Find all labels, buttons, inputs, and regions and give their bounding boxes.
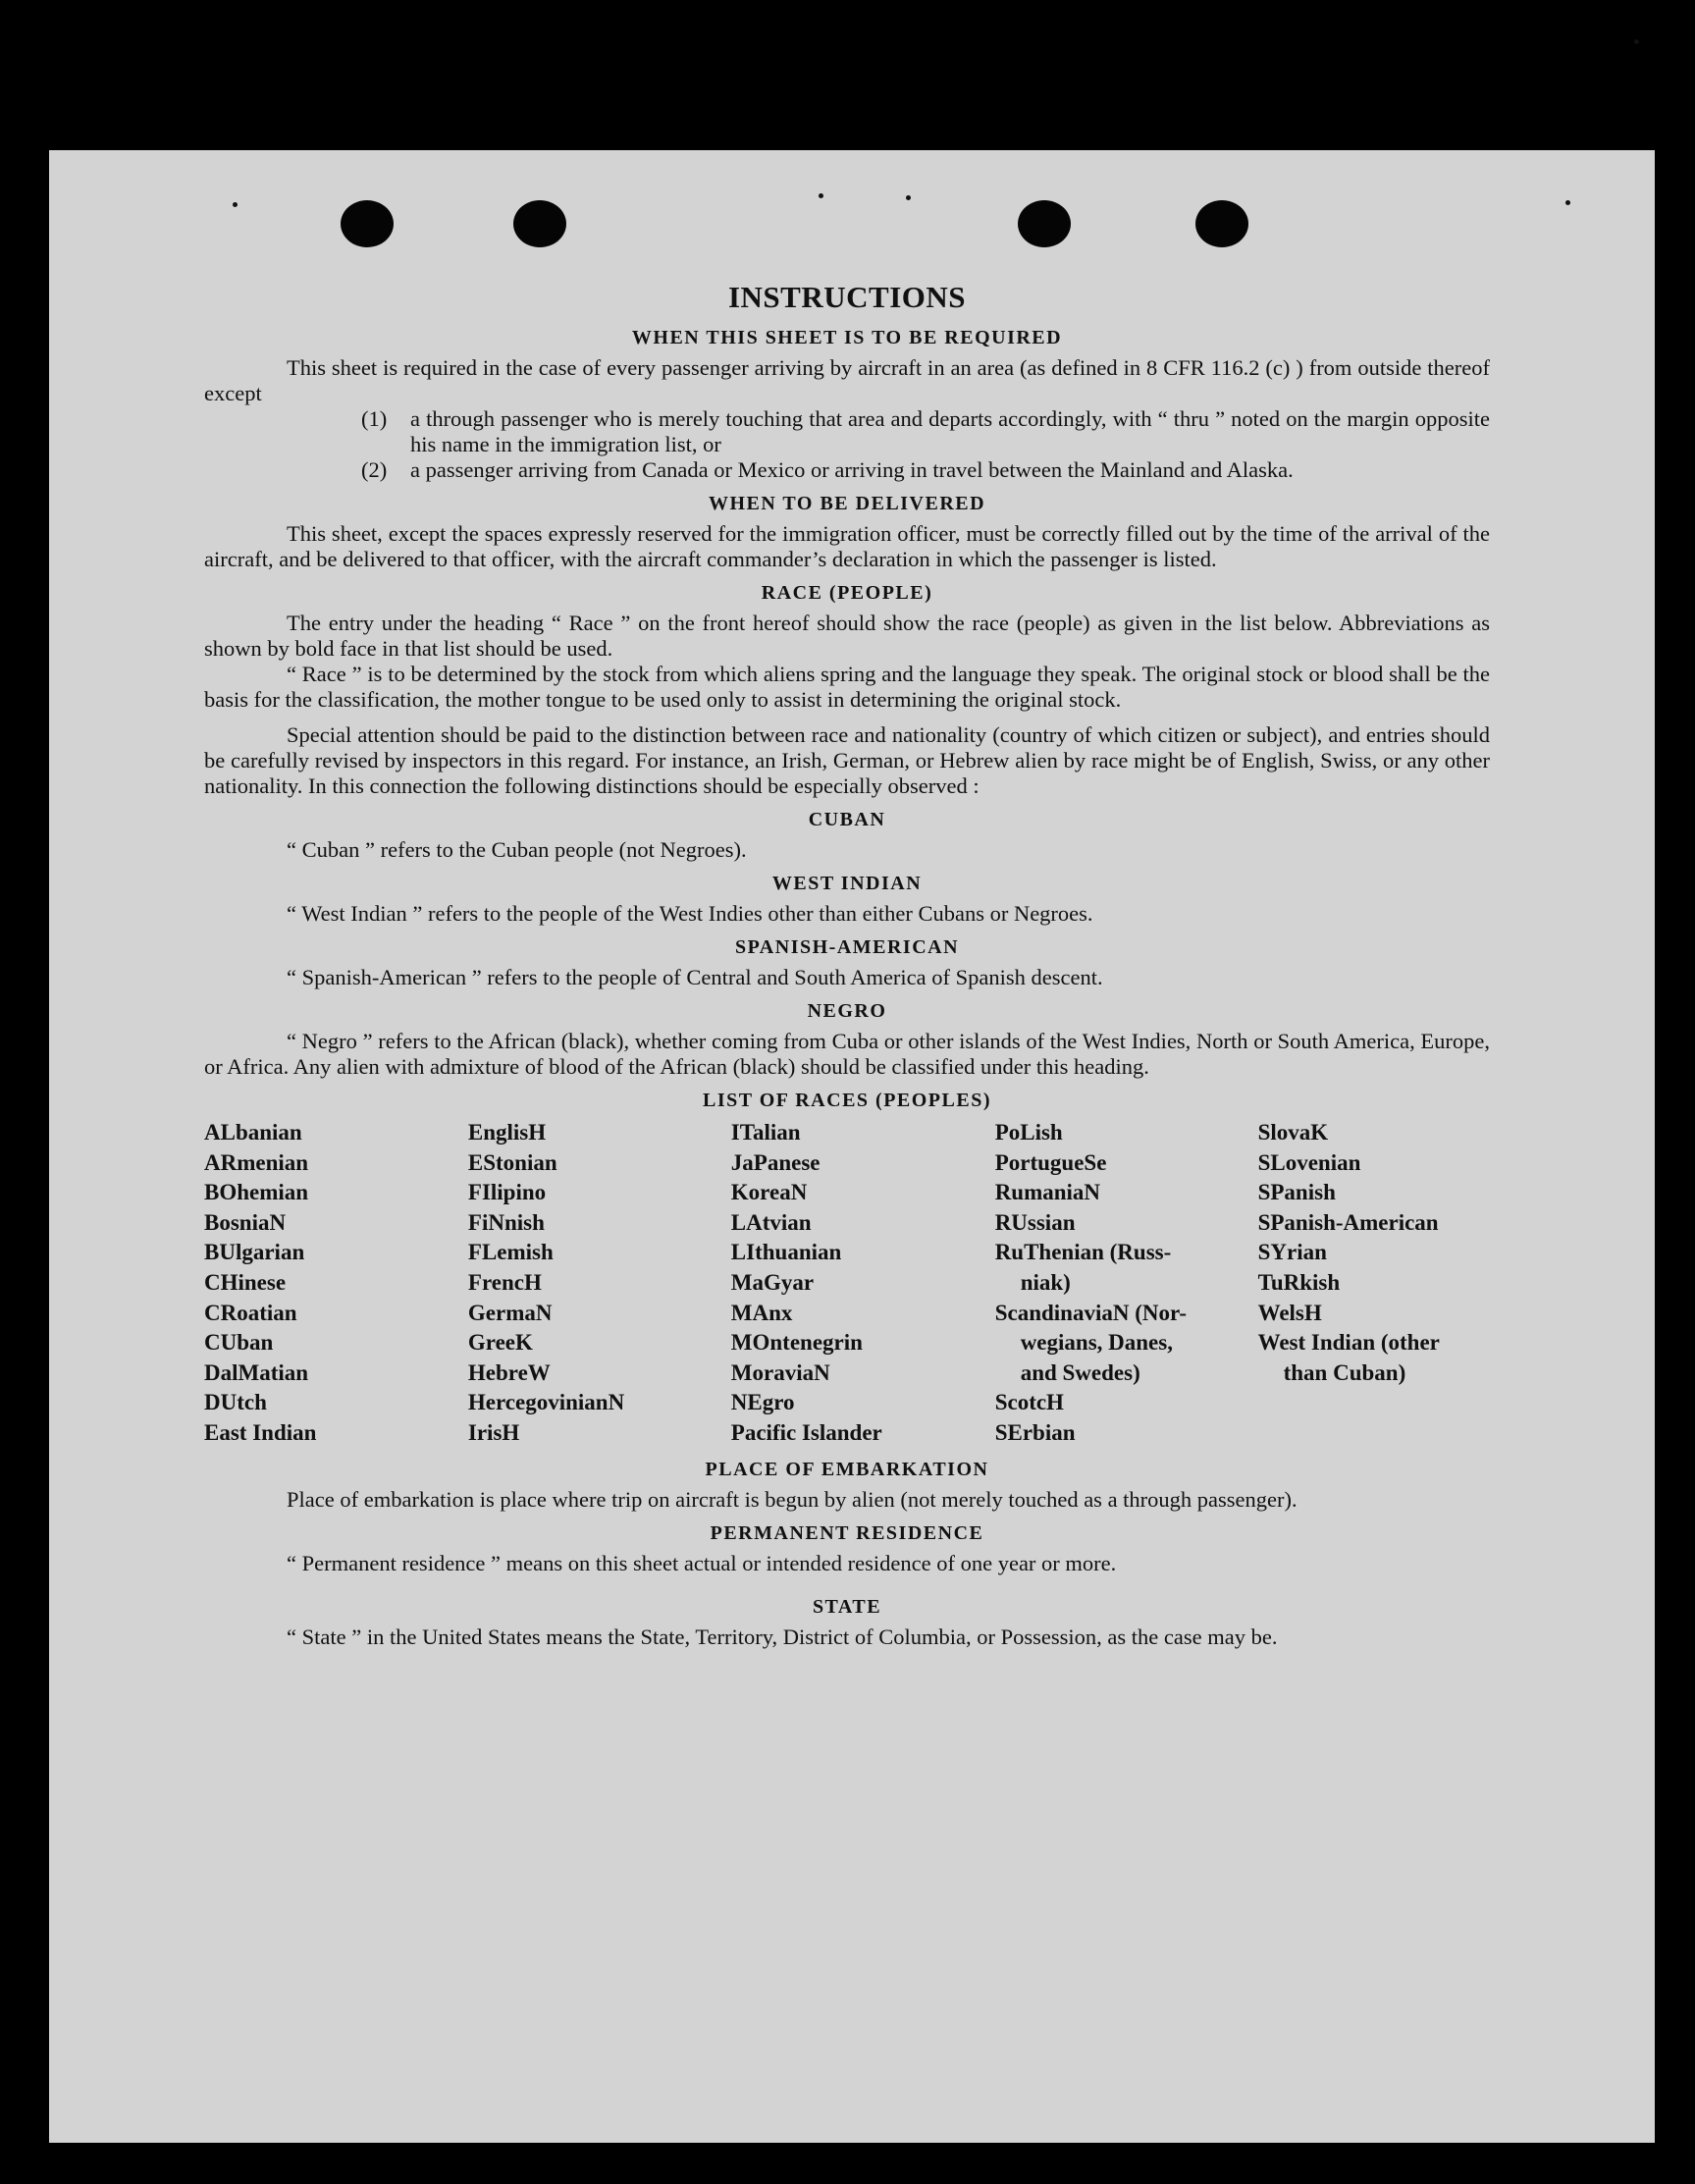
section-state <box>204 1596 1490 1650</box>
race-entry: MOntenegrin <box>730 1330 863 1356</box>
section-list-of-races <box>204 1090 1490 1449</box>
race-entry: EStonian <box>467 1149 557 1175</box>
race-entry: CRoatian <box>204 1300 297 1325</box>
race-entry: and Swedes) <box>1020 1359 1140 1385</box>
race-entry: PoLish <box>994 1120 1063 1145</box>
item-text: a passenger arriving from Canada or Mexico or arriving in travel between the Mainland and Alaska. <box>410 457 1294 482</box>
race-entry: wegians, Danes, <box>1020 1330 1173 1356</box>
punch-hole <box>513 200 566 247</box>
race-entry: BOhemian <box>204 1180 309 1205</box>
race-entry: MoraviaN <box>730 1359 830 1385</box>
race-entry: IrisH <box>467 1419 520 1445</box>
race-entry: SPanish <box>1257 1180 1336 1205</box>
paragraph: “ Cuban ” refers to the Cuban people (not Negroes). <box>287 837 747 862</box>
race-entry: ScotcH <box>994 1390 1064 1415</box>
race-entry: LAtvian <box>730 1209 812 1235</box>
paragraph: “ Permanent residence ” means on this sheet actual or intended residence of one year or more. <box>287 1550 1117 1575</box>
races-column <box>204 1118 468 1449</box>
punch-hole <box>1018 200 1071 247</box>
section-when-required <box>204 327 1490 483</box>
section-race <box>204 582 1490 799</box>
section-heading: WEST INDIAN <box>771 873 923 894</box>
race-entry: EnglisH <box>467 1120 547 1145</box>
speck <box>233 202 238 207</box>
race-entry: MAnx <box>730 1300 793 1325</box>
race-entry: ALbanian <box>204 1120 302 1145</box>
paragraph: Special attention should be paid to the distinction between race and nationality (country of which citizen or subject), and entries should be carefully revised by inspectors in this regard. For instance, an Irish, German, or Hebrew alien by race might be of English, Swiss, or any other nationality. In this connection the following distinctions should be especially observed : <box>204 722 1490 798</box>
punch-hole <box>341 200 394 247</box>
section-heading: RACE (PEOPLE) <box>761 582 933 604</box>
race-entry: than Cuban) <box>1283 1359 1406 1385</box>
races-column <box>1258 1118 1490 1449</box>
race-entry: SYrian <box>1257 1240 1327 1265</box>
race-entry: SlovaK <box>1257 1120 1329 1145</box>
race-entry: DUtch <box>204 1390 267 1415</box>
item-text: a through passenger who is merely touching that area and departs accordingly, with “ thru ” noted on the margin opposite his name in the immigration list, or <box>410 406 1490 456</box>
race-entry: Pacific Islander <box>730 1419 882 1445</box>
race-entry: niak) <box>1020 1269 1071 1295</box>
list-item <box>361 406 1490 457</box>
races-column <box>468 1118 731 1449</box>
race-entry: GreeK <box>467 1330 533 1356</box>
race-entry: ScandinaviaN (Nor- <box>994 1300 1187 1325</box>
section-negro <box>204 1000 1490 1080</box>
paragraph: “ Spanish-American ” refers to the people of Central and South America of Spanish descent. <box>287 965 1103 989</box>
race-entry: FiNnish <box>467 1209 545 1235</box>
race-entry: CHinese <box>204 1269 287 1295</box>
section-embarkation <box>204 1459 1490 1513</box>
instructions-body <box>204 280 1490 1650</box>
race-entry: ITalian <box>730 1120 801 1145</box>
section-heading: PERMANENT RESIDENCE <box>710 1521 984 1544</box>
section-cuban <box>204 809 1490 863</box>
race-entry: SLovenian <box>1257 1149 1361 1175</box>
race-entry: CUban <box>204 1330 274 1356</box>
speck <box>906 195 911 200</box>
race-entry: East Indian <box>204 1419 317 1445</box>
race-entry: SPanish-American <box>1257 1209 1439 1235</box>
race-entry: TuRkish <box>1257 1269 1341 1295</box>
race-entry: GermaN <box>467 1300 553 1325</box>
paragraph: “ Race ” is to be determined by the stock from which aliens spring and the language they speak. The original stock or blood shall be the basis for the classification, the mother tongue to be used only to assist in determining the original stock. <box>204 662 1490 712</box>
section-heading: NEGRO <box>807 1000 887 1022</box>
speck <box>819 193 823 198</box>
race-entry: WelsH <box>1257 1300 1322 1325</box>
race-entry: RumaniaN <box>994 1180 1101 1205</box>
race-entry: RUssian <box>994 1209 1076 1235</box>
paragraph: “ West Indian ” refers to the people of the West Indies other than either Cubans or Negroes. <box>287 901 1093 926</box>
paragraph: This sheet is required in the case of every passenger arriving by aircraft in an area (as defined in 8 CFR 116.2 (c) ) from outside thereof except <box>204 355 1490 405</box>
race-entry: NEgro <box>730 1390 795 1415</box>
punch-hole <box>1195 200 1248 247</box>
item-number: (2) <box>361 457 388 482</box>
races-column <box>995 1118 1258 1449</box>
paragraph: “ State ” in the United States means the State, Territory, District of Columbia, or Possession, as the case may be. <box>287 1624 1278 1649</box>
section-permanent-residence <box>204 1522 1490 1576</box>
item-number: (1) <box>361 406 388 431</box>
race-entry: SErbian <box>994 1419 1076 1445</box>
section-heading: PLACE OF EMBARKATION <box>705 1458 989 1480</box>
race-entry: BUlgarian <box>204 1240 305 1265</box>
section-west-indian <box>204 873 1490 927</box>
paragraph: Place of embarkation is place where trip on aircraft is begun by alien (not merely touched as a through passenger). <box>287 1486 1298 1512</box>
section-heading: STATE <box>812 1595 882 1618</box>
section-when-delivered <box>204 493 1490 572</box>
race-entry: FIlipino <box>467 1180 547 1205</box>
speck <box>1634 39 1639 44</box>
section-heading: CUBAN <box>808 809 886 830</box>
section-heading: WHEN THIS SHEET IS TO BE REQUIRED <box>631 327 1063 348</box>
race-entry: HebreW <box>467 1359 551 1385</box>
race-entry: FrencH <box>467 1269 542 1295</box>
page-title: INSTRUCTIONS <box>727 280 966 314</box>
race-entry: LIthuanian <box>730 1240 842 1265</box>
paragraph: The entry under the heading “ Race ” on the front hereof should show the race (people) as given in the list below. Abbreviations as shown by bold face in that list should be used. <box>204 611 1490 661</box>
speck <box>1565 200 1570 205</box>
section-heading: SPANISH-AMERICAN <box>734 936 960 958</box>
list-item <box>361 457 1490 483</box>
races-table <box>204 1118 1490 1449</box>
races-column <box>731 1118 995 1449</box>
race-entry: FLemish <box>467 1240 554 1265</box>
race-entry: RuThenian (Russ- <box>994 1240 1172 1265</box>
race-entry: West Indian (other <box>1257 1330 1440 1356</box>
section-heading: LIST OF RACES (PEOPLES) <box>702 1090 991 1111</box>
race-entry: PortugueSe <box>994 1149 1107 1175</box>
race-entry: KoreaN <box>730 1180 808 1205</box>
race-entry: ARmenian <box>204 1149 309 1175</box>
section-spanish-american <box>204 936 1490 990</box>
paragraph: This sheet, except the spaces expressly reserved for the immigration officer, must be correctly filled out by the time of the arrival of the aircraft, and be delivered to that officer, with the aircraft commander’s declaration in which the passenger is listed. <box>204 521 1490 571</box>
race-entry: HercegovinianN <box>467 1390 625 1415</box>
race-entry: MaGyar <box>730 1269 815 1295</box>
paragraph: “ Negro ” refers to the African (black), whether coming from Cuba or other islands of the West Indies, North or South America, Europe, or Africa. Any alien with admixture of blood of the African (black) should be classified under this heading. <box>204 1029 1490 1079</box>
section-heading: WHEN TO BE DELIVERED <box>708 493 986 514</box>
race-entry: JaPanese <box>730 1149 821 1175</box>
race-entry: DalMatian <box>204 1359 309 1385</box>
race-entry: BosniaN <box>204 1209 287 1235</box>
